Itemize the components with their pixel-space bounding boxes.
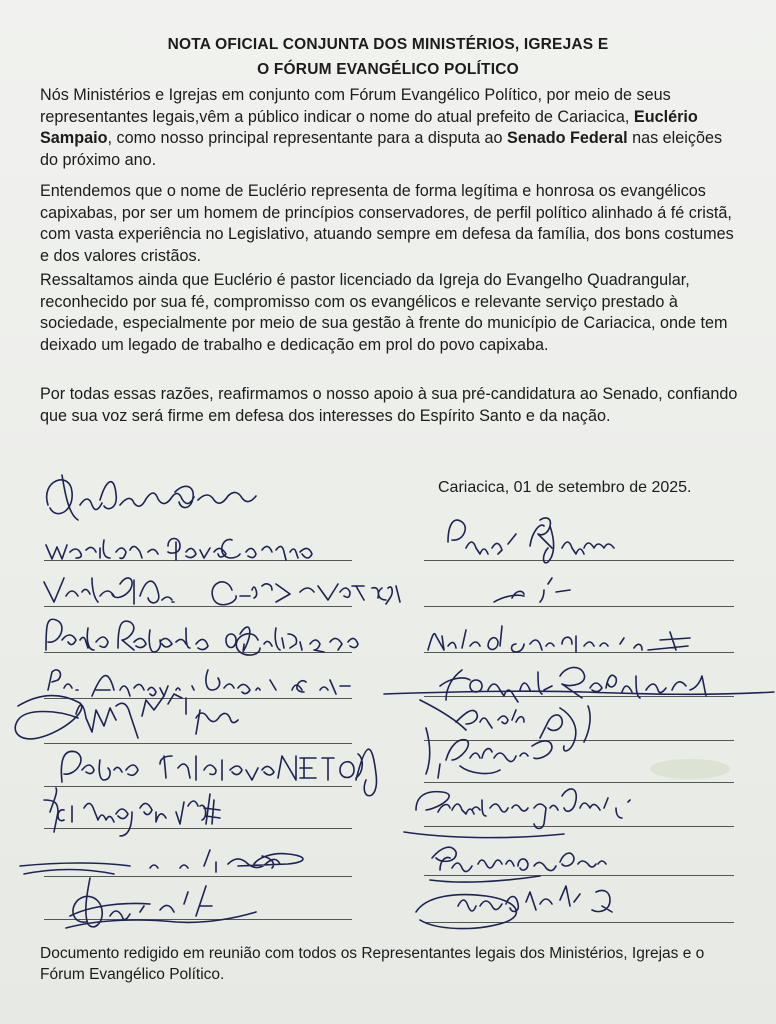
paragraph-1-text-c: nas eleições do próximo ano. [40, 129, 723, 169]
paragraph-4: Por todas essas razões, reafirmamos o nosso apoio à sua pré-candidatura ao Senado, confiando que sua voz será firme em defesa dos interesses do Espírito Santo e da nação. [40, 385, 738, 425]
paragraph-1-text-a: Nós Ministérios e Igrejas em conjunto com Fórum Evangélico Político, por meio de seus representantes legais,vêm a público indicar o nome do atual prefeito de Cariacica, [40, 86, 671, 126]
footer-note: Documento redigido em reunião com todos os Representantes legais dos Ministérios, Igrejas e o Fórum Evangélico Político. [40, 945, 705, 983]
signatures-left [15, 475, 400, 928]
paragraph-1-bold-senate: Senado Federal [507, 129, 628, 147]
signature [416, 886, 612, 929]
ink-stain [650, 759, 730, 779]
signatures-right [384, 518, 774, 929]
signature [420, 700, 590, 774]
signature [46, 619, 358, 655]
signature [48, 670, 350, 696]
paragraph-1-text-b: , como nosso principal representante para a disputa ao [107, 129, 508, 147]
signature [66, 878, 256, 928]
signature [61, 749, 376, 796]
signature [44, 578, 400, 605]
signature [494, 578, 570, 602]
document-title-line2: O FÓRUM EVANGÉLICO POLÍTICO [257, 61, 519, 78]
paragraph-2: Entendemos que o nome de Euclério representa de forma legítima e honrosa os evangélicos capixabas, por ser um homem de princípios conservadores, de perfil político alinhado á fé cristã, com vasta experiência no Legislativo, atuando sempre em defesa da família, dos bons costumes e dos valores cristãos. [40, 182, 734, 265]
signature [404, 789, 630, 838]
signature [448, 518, 614, 563]
signature [20, 850, 303, 874]
date-line: Cariacica, 01 de setembro de 2025. [438, 479, 692, 496]
signature [430, 847, 606, 882]
signature [15, 694, 238, 739]
signature [44, 788, 220, 836]
paragraph-1-bold-name: Euclério Sampaio [40, 107, 698, 147]
paragraph-3: Ressaltamos ainda que Euclério é pastor licenciado da Igreja do Evangelho Quadrangular, reconhecido por sua fé, compromisso com os evangélicos e relevante serviço prestado à sociedade, especialmente por meio de sua gestão à frente do município de Cariacica, onde tem deixado um legado de trabalho e dedicação em prol do povo capixaba. [40, 271, 728, 354]
signature [438, 740, 552, 778]
document-title-line1: NOTA OFICIAL CONJUNTA DOS MINISTÉRIOS, IGREJAS E [167, 36, 609, 53]
signature [46, 539, 312, 561]
signature [47, 475, 256, 520]
signature [384, 667, 774, 702]
signature [428, 626, 690, 652]
